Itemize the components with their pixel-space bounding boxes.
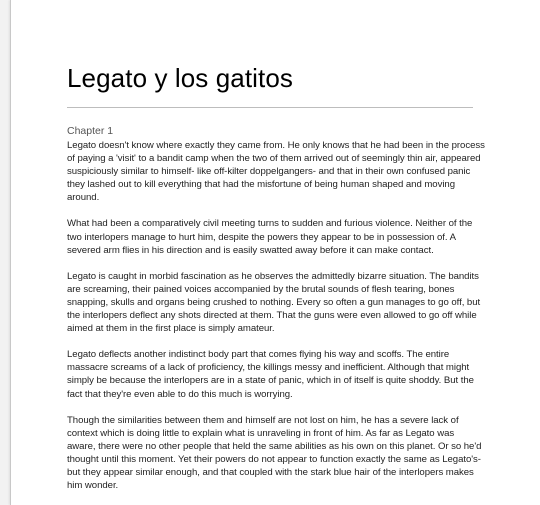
chapter-label: Chapter 1 bbox=[67, 125, 114, 137]
paragraph-3: Legato is caught in morbid fascination as he observes the admittedly bizarre situation. The bandits are screaming, their pained voices accompanied by the brutal sounds of flesh tearing, bones snapping, skulls and organs being crushed to nothing. Every so often a gun manages to go off, but the interlopers deflect any shots directed at them. That the guns were even allowed to go off while aimed at them in the first place is simply amateur. bbox=[67, 270, 481, 335]
document-page bbox=[10, 0, 540, 505]
document-title: Legato y los gatitos bbox=[67, 63, 294, 93]
paragraph-4: Legato deflects another indistinct body part that comes flying his way and scoffs. The entire massacre screams of a lack of proficiency, the killings messy and inefficient. Although that might simply be because the interlopers are in a state of panic, which in of itself is quite shoddy. But the fact that they're even able to do this much is worrying. bbox=[67, 349, 474, 400]
paragraph-5: Though the similarities between them and himself are not lost on him, he has a severe lack of context which is doing little to explain what is unraveling in front of him. As far as Legato was aware, there were no other people that held the same abilities as his own on this planet. Or so he'd thought until this moment. Yet their powers do not appear to function exactly the same as Legato's- but they appear similar enough, and that coupled with the stark blue hair of the interlopers makes him wonder. bbox=[67, 414, 482, 492]
page-content bbox=[67, 62, 485, 492]
paragraph-1: Legato doesn't know where exactly they came from. He only knows that he had been in the process of paying a 'visit' to a bandit camp when the two of them arrived out of seemingly thin air, appeared suspiciously similar to himself- like off-kilter doppelgangers- and that in their own confused panic they lashed out to kill everything that had the misfortune of being human shaped and moving around. bbox=[67, 140, 485, 204]
title-divider bbox=[67, 107, 473, 108]
paragraph-2: What had been a comparatively civil meeting turns to sudden and furious violence. Neither of the two interlopers manage to hurt him, despite the powers they appear to be in possession of. A severed arm flies in his direction and is easily swatted away before it can make contact. bbox=[67, 218, 473, 256]
